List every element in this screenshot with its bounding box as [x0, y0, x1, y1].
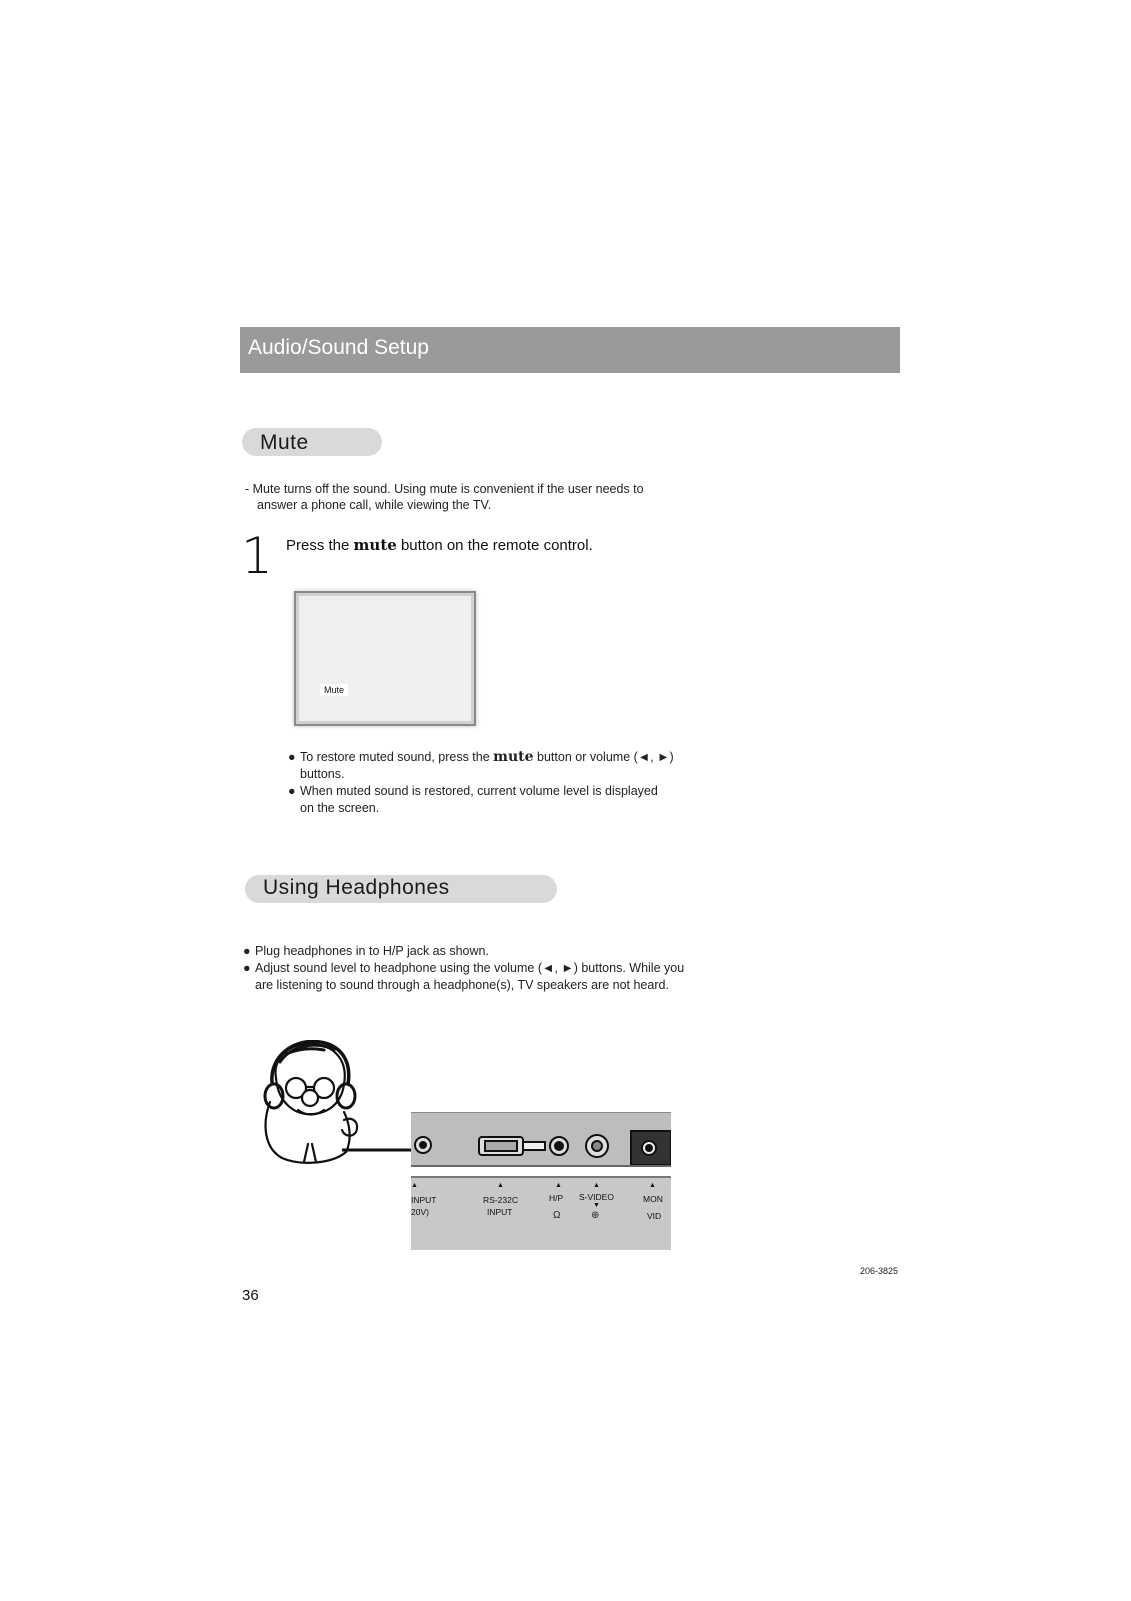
note2-line1: When muted sound is restored, current volume level is displayed	[300, 784, 658, 798]
note2-line2: on the screen.	[300, 801, 380, 815]
headphones-section-title: Using Headphones	[263, 876, 450, 899]
headphones-bullet-2	[243, 960, 743, 993]
step-number: 1	[241, 527, 273, 585]
mute-notes	[288, 749, 728, 816]
headphones-bullet-1	[243, 943, 743, 959]
rear-panel-connectors	[411, 1112, 671, 1167]
mute-osd-label: Mute	[320, 684, 348, 696]
mute-intro	[245, 481, 765, 513]
mute-intro-line1: - Mute turns off the sound. Using mute is convenient if the user needs to	[245, 482, 644, 496]
label-video-sub: VID	[647, 1211, 662, 1221]
svideo-arrow-icon: ▲	[593, 1182, 600, 1189]
bullet2-line2: are listening to sound through a headphone(s), TV speakers are not heard.	[255, 978, 669, 992]
step-suffix: button on the remote control.	[400, 537, 593, 554]
mute-section-title-pill	[242, 428, 382, 456]
note1-prefix: To restore muted sound, press the	[300, 750, 490, 764]
svideo-down-arrow-icon: ▼	[593, 1202, 600, 1209]
label-hp: H/P	[549, 1193, 564, 1203]
label-input: INPUT	[411, 1195, 437, 1205]
label-svideo: S-VIDEO	[579, 1192, 614, 1202]
step-prefix: Press the	[286, 537, 350, 554]
label-rs232c: RS-232C	[483, 1195, 518, 1205]
bullet-icon: ●	[243, 961, 251, 975]
headphone-symbol-icon: Ω	[553, 1210, 561, 1221]
bullet-icon: ●	[288, 750, 296, 764]
bullet1-text: Plug headphones in to H/P jack as shown.	[255, 944, 489, 958]
svideo-symbol-icon: ⊕	[591, 1210, 600, 1221]
video-arrow-icon: ▲	[649, 1182, 656, 1189]
bullet-icon: ●	[243, 944, 251, 958]
mute-section-title: Mute	[260, 431, 309, 454]
section-header-bar	[240, 327, 900, 373]
note1-mute-keyword: mute	[493, 749, 534, 765]
step-instruction	[286, 536, 593, 554]
label-video-mono: MON	[643, 1194, 663, 1204]
hp-arrow-icon: ▲	[555, 1182, 562, 1189]
page-title: Audio/Sound Setup	[248, 336, 429, 359]
mute-note-1	[288, 749, 728, 782]
input-arrow-icon: ▲	[411, 1182, 418, 1189]
headphones-bullets	[243, 943, 743, 993]
document-code: 206-3825	[860, 1266, 899, 1276]
connector-row	[411, 1113, 671, 1165]
rear-panel-labels	[411, 1176, 671, 1250]
mute-note-2	[288, 783, 728, 816]
bullet2-line1: Adjust sound level to headphone using the volume (◄, ►) buttons. While you	[255, 961, 685, 975]
tv-screen-illustration	[294, 591, 476, 726]
note1-line2: buttons.	[300, 767, 345, 781]
page-number: 36	[242, 1287, 259, 1304]
note1-suffix: button or volume (◄, ►)	[537, 750, 674, 764]
label-rs232c-sub: INPUT	[487, 1207, 513, 1217]
headphones-section-title-pill	[245, 875, 557, 903]
mute-keyword: mute	[353, 536, 397, 554]
rs232c-arrow-icon: ▲	[497, 1182, 504, 1189]
mute-intro-line2: answer a phone call, while viewing the TV.	[257, 498, 492, 512]
label-input-sub: 20V)	[411, 1207, 429, 1217]
bullet-icon: ●	[288, 784, 296, 798]
